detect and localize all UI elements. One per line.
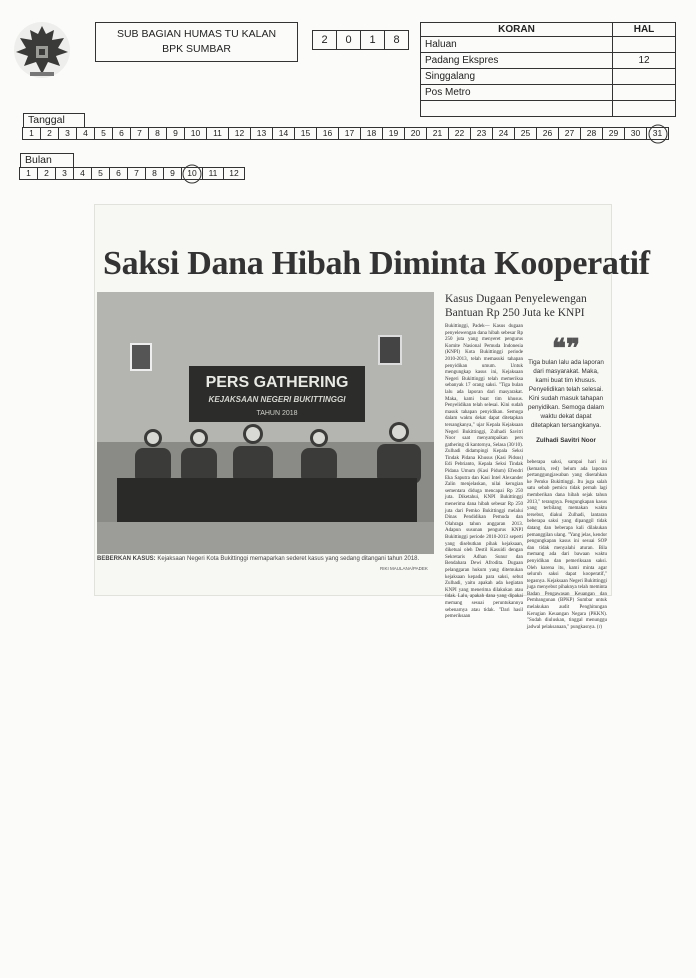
photo-caption: [97, 556, 434, 562]
tanggal-row: [23, 127, 669, 140]
tanggal-day-11: 11: [206, 127, 229, 140]
article-subhead: Kasus Dugaan Penyelewengan Bantuan Rp 250 Juta ke KNPI: [445, 293, 587, 319]
tanggal-day-7: 7: [130, 127, 149, 140]
tanggal-day-13: 13: [250, 127, 273, 140]
unit-line-1: SUB BAGIAN HUMAS TU KALAN: [116, 28, 277, 40]
tanggal-day-18: 18: [360, 127, 383, 140]
page-number: [613, 69, 676, 85]
tanggal-day-9: 9: [166, 127, 185, 140]
tanggal-day-25: 25: [514, 127, 537, 140]
newspaper-name: Pos Metro: [421, 85, 613, 101]
tanggal-day-27: 27: [558, 127, 581, 140]
bulan-month-4: 4: [73, 167, 92, 180]
year-digit: 1: [360, 30, 385, 50]
tanggal-day-5: 5: [94, 127, 113, 140]
page-number: [613, 85, 676, 101]
article-column-1: Bukittinggi, Padek— Kasus dugaan penyelewengan dana hibah sebesar Rp 250 juta yang menyeret pengurus Komite Nasional Pemuda Indonesia (KNPI) Kota Bukittinggi periode 2010-2013, telah memasuki tahapan penyidikan umum. Untuk mengungkap kasus ini, Kejaksaan Negeri Bukittinggi telah memeriksa sebanyak 17 orang saksi. "Tiga bulan lalu ada laporan dari masyarakat. Maka, kami buat tim khusus. Penyelidikan telah selesai. Kini sudah masuk tahapan penyidikan. Semoga dalam waktu dekat dapat ditetapkan tersangkanya," ujar Kepala Kejaksaan Negeri Bukittinggi, Zulhadi Savitri Noor saat menyampaikan pers gathering di kantornya, Selasa (30/10). Zulhadi didampingi Kepala Seksi Tindak Pidana Khusus (Kasi Pidsus) Edi Pebrianto, Kepala Seksi Tindak Pidana Umum (Kasi Pidum) Efendri Eka Saputra dan Kasi Intel Alexander Zalin menjelaskan, nilai kerugian sementara diduga mencapai Rp 250 juta. Diketahui, KNPI Bukittinggi menerima dana hibah sebesar Rp 250 juta dari Pemko Bukittinggi melalui Dinas Pendidikan Pemuda dan Olahraga tahun anggaran 2013. Adapun susunan pengurus KNPI Bukittinggi periode 2010-2013 seperti yang disebutkan pihak kejaksaan, diketuai oleh Destil Kasuidi dengan Sekretaris Adhan Sunur dan Bendahara Dewi Afrodita. Dugaan pelanggaran hukum yang ditemukan kejaksaan kepada para saksi, sebut Zulhadi, yaitu apakah ada kegiatan KNPI yang menerima dilakukan atau tidak. Lalu, apakah dana yang dipakai memang sesuai peruntukannya sebenarnya atau tidak. "Dari hasil pemeriksaan: [445, 324, 523, 620]
tanggal-day-4: 4: [76, 127, 95, 140]
photo-credit: RIKI MAULANA/PADEK: [380, 566, 428, 571]
table-row: [421, 37, 676, 53]
caption-text: Kejaksaan Negeri Kota Bukittinggi memaparkan sederet kasus yang sedang ditangani tahun 2018.: [157, 556, 420, 562]
quote-text: Tiga bulan lalu ada laporan dari masyarakat. Maka, kami buat tim khusus. Penyelidikan telah selesai. Kini sudah masuk tahapan penyidikan. Semoga dalam waktu dekat dapat ditetapkan tersangkanya.: [528, 359, 604, 429]
table-row: [421, 85, 676, 101]
koran-header: KORAN: [421, 23, 613, 37]
unit-box: [95, 22, 298, 62]
tanggal-day-14: 14: [272, 127, 295, 140]
tanggal-day-2: 2: [40, 127, 59, 140]
tanggal-day-26: 26: [536, 127, 559, 140]
banner-year: TAHUN 2018: [256, 410, 298, 417]
tanggal-day-31: 31: [646, 127, 669, 140]
pull-quote: [527, 334, 605, 445]
article-photo: [97, 292, 434, 554]
year-digit: 0: [336, 30, 361, 50]
caption-lead: BEBERKAN KASUS:: [97, 556, 156, 562]
article-column-2: beberapa saksi, sampai hari ini (kemarin, red) belum ada laporan pertanggungjawaban yang diserahkan ke Pemko Bukittinggi. Itu juga salah satu sebab pemicu tidak pernah lagi memberikan dana hibah sejak tahun 2013," terangnya. Pengungkapan kasus yang terbilang memakan waktu tersebut, diakui Zulhadi, lantaran beberapa saksi yang dipanggil tidak datang dan beberapa kali dilakukan pemanggilan ulang. "Yang jelas, kendor pengungkapan kasus ini sesuai SOP dan tidak menyalahi aturan. Bila memang ada dari bawaan waktu penyidikan dan pemeriksaan saksi. Oleh karena itu, kami minta agar seluruh saksi dapat kooperatif," tegasnya. Kejaksaan Negeri Bukittinggi juga menyebut pihaknya telah meminta Badan Pengawasan Keuangan dan Pembangunan (BPKP) Sumbar untuk melakukan audit Penghitungan Kerugian Keuangan Negara (PKKN). "Sudah diuluskan, tinggal menunggu jadwal pelaksanaan," pungkasnya. (r): [527, 460, 607, 630]
bulan-month-1: 1: [19, 167, 38, 180]
newspaper-name: Haluan: [421, 37, 613, 53]
year-digit: 8: [384, 30, 409, 50]
tanggal-day-19: 19: [382, 127, 405, 140]
bulan-section: [20, 153, 245, 180]
hal-header: HAL: [613, 23, 676, 37]
tanggal-day-21: 21: [426, 127, 449, 140]
tanggal-day-10: 10: [184, 127, 207, 140]
tanggal-day-22: 22: [448, 127, 471, 140]
unit-line-2: BPK SUMBAR: [162, 43, 231, 55]
tanggal-day-12: 12: [228, 127, 251, 140]
tanggal-section: [23, 113, 669, 140]
tanggal-day-24: 24: [492, 127, 515, 140]
table-row: [421, 53, 676, 69]
year-boxes: [313, 30, 409, 50]
table-row: [421, 69, 676, 85]
banner-subtitle: KEJAKSAAN NEGERI BUKITTINGGI: [208, 395, 346, 404]
tanggal-day-1: 1: [22, 127, 41, 140]
bulan-month-2: 2: [37, 167, 56, 180]
tanggal-day-29: 29: [602, 127, 625, 140]
tanggal-day-20: 20: [404, 127, 427, 140]
bulan-month-10: 10: [181, 167, 203, 180]
bulan-month-12: 12: [223, 167, 245, 180]
newspaper-name: Singgalang: [421, 69, 613, 85]
tanggal-day-8: 8: [148, 127, 167, 140]
quote-author: Zulhadi Savitri Noor: [536, 437, 596, 444]
page-number: [613, 37, 676, 53]
bulan-month-9: 9: [163, 167, 182, 180]
tanggal-day-17: 17: [338, 127, 361, 140]
article-headline: Saksi Dana Hibah Diminta Kooperatif: [103, 245, 650, 282]
bulan-month-6: 6: [109, 167, 128, 180]
bulan-month-7: 7: [127, 167, 146, 180]
bulan-month-11: 11: [202, 167, 224, 180]
tanggal-day-15: 15: [294, 127, 317, 140]
year-digit: 2: [312, 30, 337, 50]
tanggal-day-30: 30: [624, 127, 647, 140]
bulan-row: [20, 167, 245, 180]
newspaper-name: Padang Ekspres: [421, 53, 613, 69]
bulan-month-3: 3: [55, 167, 74, 180]
tanggal-day-28: 28: [580, 127, 603, 140]
garuda-emblem-icon: [10, 20, 74, 80]
tanggal-day-6: 6: [112, 127, 131, 140]
bulan-month-5: 5: [91, 167, 110, 180]
banner-title: PERS GATHERING: [205, 374, 349, 391]
newspaper-table: [420, 22, 676, 117]
tanggal-day-23: 23: [470, 127, 493, 140]
bulan-month-8: 8: [145, 167, 164, 180]
page-number: 12: [613, 53, 676, 69]
quote-mark-icon: ❝❞: [552, 334, 580, 363]
tanggal-day-16: 16: [316, 127, 339, 140]
tanggal-day-3: 3: [58, 127, 77, 140]
tanggal-label: Tanggal: [23, 113, 85, 127]
bulan-label: Bulan: [20, 153, 74, 167]
